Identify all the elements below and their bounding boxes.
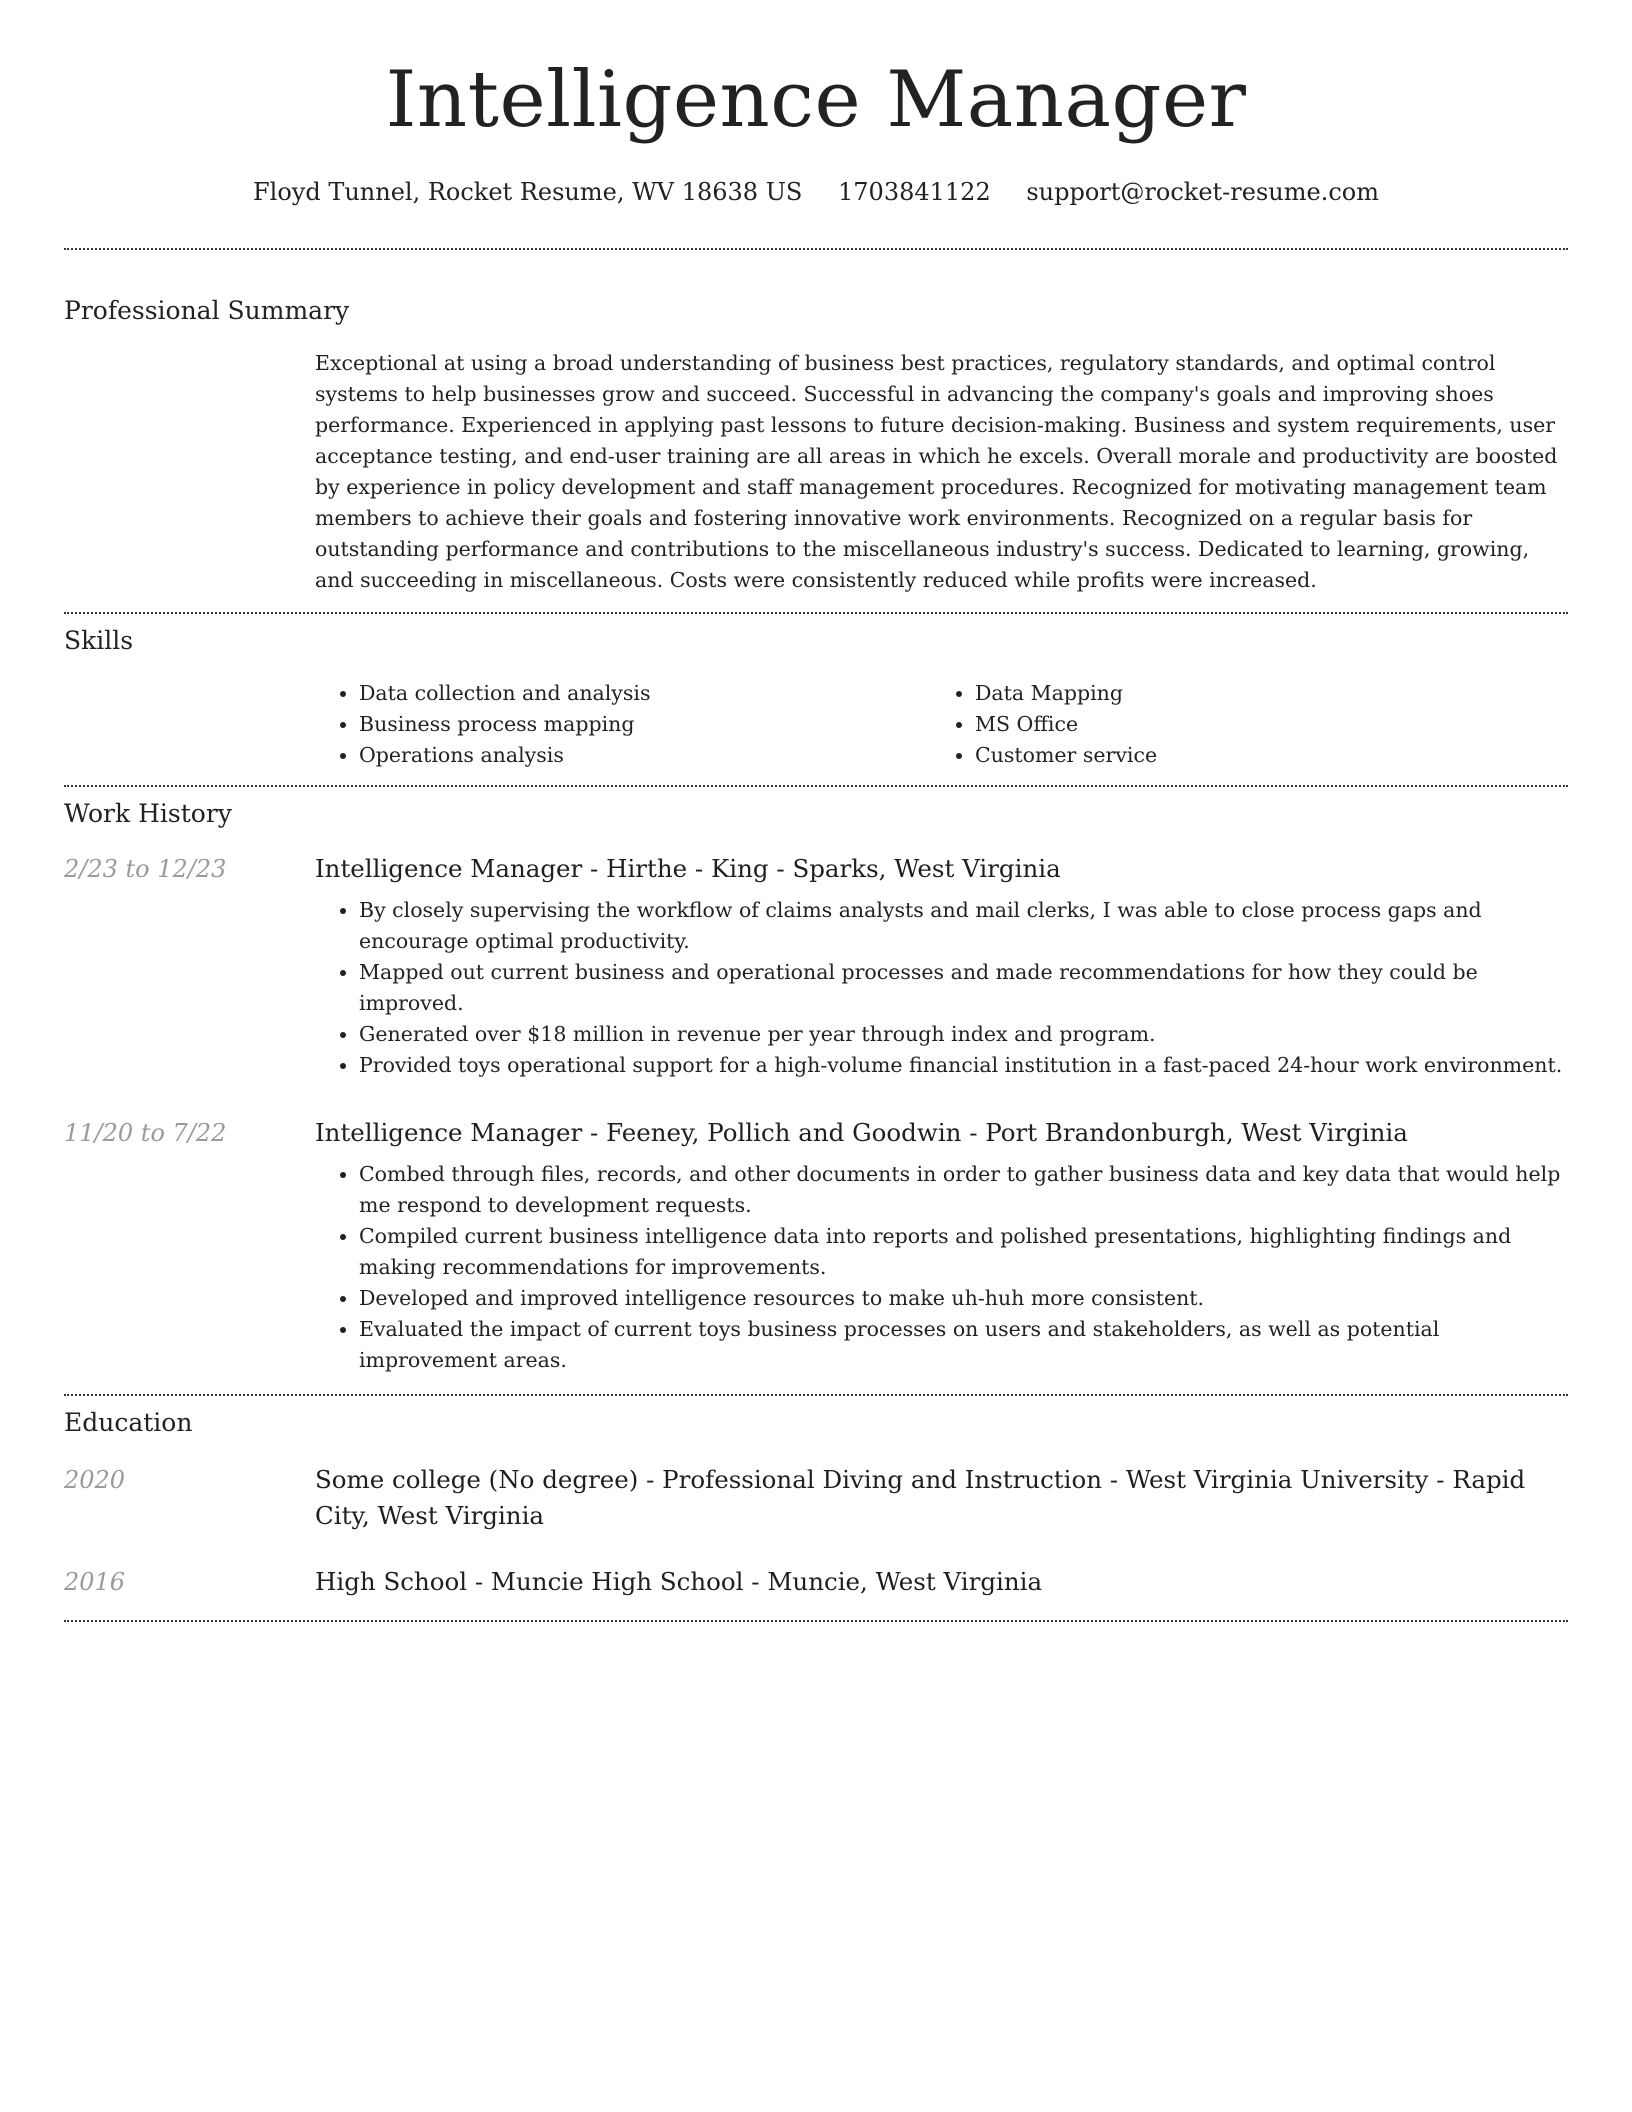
divider (64, 612, 1568, 614)
summary-heading: Professional Summary (64, 296, 350, 325)
job-bullet: • Generated over $18 million in revenue per year through index and program. (359, 1019, 1568, 1050)
divider (64, 1620, 1568, 1622)
summary-text: Exceptional at using a broad understanding of business best practices, regulatory standards, and optimal control systems to help businesses grow and succeed. Successful in advancing the company's goals and improving shoes performance. Experienced in applying past lessons to future decision-making. Business and system requirements, user acceptance testing, and end-user training are all areas in which he excels. Overall morale and productivity are boosted by experience in policy development and staff management procedures. Recognized for motivating management team members to achieve their goals and fostering innovative work environments. Recognized on a regular basis for outstanding performance and contributions to the miscellaneous industry's success. Dedicated to learning, growing, and succeeding in miscellaneous. Costs were consistently reduced while profits were increased. (315, 351, 1558, 592)
skill-item: • Data collection and analysis (359, 678, 931, 709)
education-title: Some college (No degree) - Professional Diving and Instruction - West Virginia University - Rapid City, West Virginia (315, 1465, 1526, 1530)
divider (64, 785, 1568, 787)
education-heading: Education (64, 1408, 193, 1437)
job-title: Intelligence Manager - Feeney, Pollich and Goodwin - Port Brandonburgh, West Virginia (315, 1118, 1408, 1147)
job-bullets (315, 895, 1568, 1081)
skills-column-right (931, 678, 1547, 771)
resume-name: Intelligence Manager (385, 55, 1247, 145)
job-bullet: • Developed and improved intelligence resources to make uh-huh more consistent. (359, 1283, 1568, 1314)
divider (64, 248, 1568, 250)
skill-item: • Customer service (975, 740, 1547, 771)
education-body (315, 1462, 1568, 1534)
job-bullet: • Combed through files, records, and other documents in order to gather business data and key data that would help me respond to development requests. (359, 1159, 1568, 1221)
resume-header (64, 0, 1568, 208)
education-entry (64, 1462, 1568, 1534)
skills-column-left (315, 678, 931, 771)
job-body (315, 851, 1568, 1081)
skills-list (315, 678, 1568, 785)
skill-item: • Data Mapping (975, 678, 1547, 709)
education-title: High School - Muncie High School - Muncie, West Virginia (315, 1567, 1043, 1596)
contact-email: support@rocket-resume.com (1026, 178, 1379, 206)
job-date: 2/23 to 12/23 (64, 855, 227, 883)
work-history-heading: Work History (64, 799, 232, 828)
contact-line (64, 176, 1568, 208)
skills-section (64, 624, 1568, 785)
work-history-section (64, 797, 1568, 1394)
skills-heading: Skills (64, 626, 134, 655)
job-body (315, 1115, 1568, 1376)
job-entry (64, 851, 1568, 1081)
divider (64, 1394, 1568, 1396)
contact-phone: 1703841122 (838, 178, 991, 206)
job-entry (64, 1115, 1568, 1376)
contact-address: Floyd Tunnel, Rocket Resume, WV 18638 US (253, 178, 803, 206)
education-date: 2020 (64, 1466, 126, 1494)
job-date: 11/20 to 7/22 (64, 1119, 227, 1147)
education-body (315, 1564, 1568, 1600)
job-bullets (315, 1159, 1568, 1376)
skill-item: • MS Office (975, 709, 1547, 740)
education-date: 2016 (64, 1568, 126, 1596)
job-bullet: • Evaluated the impact of current toys business processes on users and stakeholders, as well as potential improvement areas. (359, 1314, 1568, 1376)
education-entry (64, 1564, 1568, 1600)
job-bullet: • By closely supervising the workflow of claims analysts and mail clerks, I was able to close process gaps and encourage optimal productivity. (359, 895, 1568, 957)
job-bullet: • Compiled current business intelligence data into reports and polished presentations, highlighting findings and making recommendations for improvements. (359, 1221, 1568, 1283)
education-section (64, 1406, 1568, 1620)
job-bullet: • Mapped out current business and operational processes and made recommendations for how they could be improved. (359, 957, 1568, 1019)
job-title: Intelligence Manager - Hirthe - King - Sparks, West Virginia (315, 854, 1061, 883)
skill-item: • Operations analysis (359, 740, 931, 771)
summary-section (64, 294, 1568, 612)
job-bullet: • Provided toys operational support for a high-volume financial institution in a fast-paced 24-hour work environment. (359, 1050, 1568, 1081)
skill-item: • Business process mapping (359, 709, 931, 740)
